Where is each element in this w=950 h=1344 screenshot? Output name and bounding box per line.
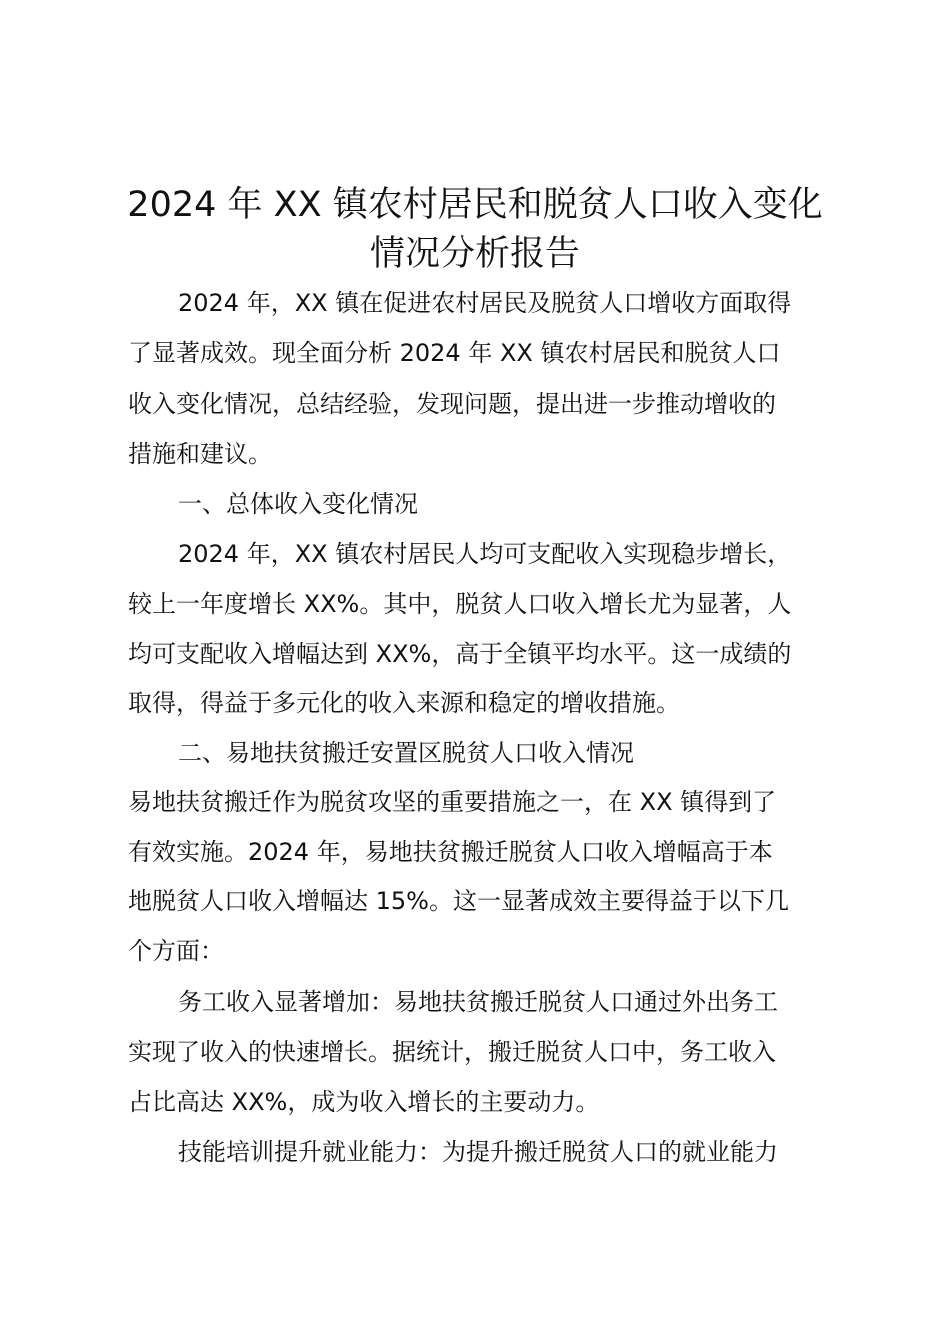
point1-line-3: 占比高达 XX%，成为收入增长的主要动力。 <box>128 1088 600 1116</box>
section1-line-2: 较上一年度增长 XX%。其中，脱贫人口收入增长尤为显著，人 <box>128 590 792 618</box>
section-heading-2: 二、易地扶贫搬迁安置区脱贫人口收入情况 <box>178 739 634 767</box>
section-heading-1: 一、总体收入变化情况 <box>178 490 418 518</box>
point2-line-1: 技能培训提升就业能力：为提升搬迁脱贫人口的就业能力 <box>178 1138 778 1166</box>
section1-line-4: 取得，得益于多元化的收入来源和稳定的增收措施。 <box>128 689 680 717</box>
intro-line-3: 收入变化情况，总结经验，发现问题，提出进一步推动增收的 <box>128 390 776 418</box>
intro-line-1: 2024 年，XX 镇在促进农村居民及脱贫人口增收方面取得 <box>178 289 792 317</box>
title-line-2: 情况分析报告 <box>369 234 580 274</box>
point1-line-1: 务工收入显著增加：易地扶贫搬迁脱贫人口通过外出务工 <box>178 988 778 1016</box>
title-line-1: 2024 年 XX 镇农村居民和脱贫人口收入变化 <box>127 185 823 225</box>
section2-line-1: 易地扶贫搬迁作为脱贫攻坚的重要措施之一，在 XX 镇得到了 <box>128 788 777 816</box>
point1-line-2: 实现了收入的快速增长。据统计，搬迁脱贫人口中，务工收入 <box>128 1038 776 1066</box>
section2-line-3: 地脱贫人口收入增幅达 15%。这一显著成效主要得益于以下几 <box>128 887 789 915</box>
section2-line-2: 有效实施。2024 年，易地扶贫搬迁脱贫人口收入增幅高于本 <box>128 838 773 866</box>
intro-line-2: 了显著成效。现全面分析 2024 年 XX 镇农村居民和脱贫人口 <box>128 339 781 367</box>
section1-line-1: 2024 年，XX 镇农村居民人均可支配收入实现稳步增长， <box>178 540 792 568</box>
intro-line-4: 措施和建议。 <box>128 440 272 468</box>
section2-line-4: 个方面： <box>128 937 224 965</box>
section1-line-3: 均可支配收入增幅达到 XX%，高于全镇平均水平。这一成绩的 <box>128 640 792 668</box>
